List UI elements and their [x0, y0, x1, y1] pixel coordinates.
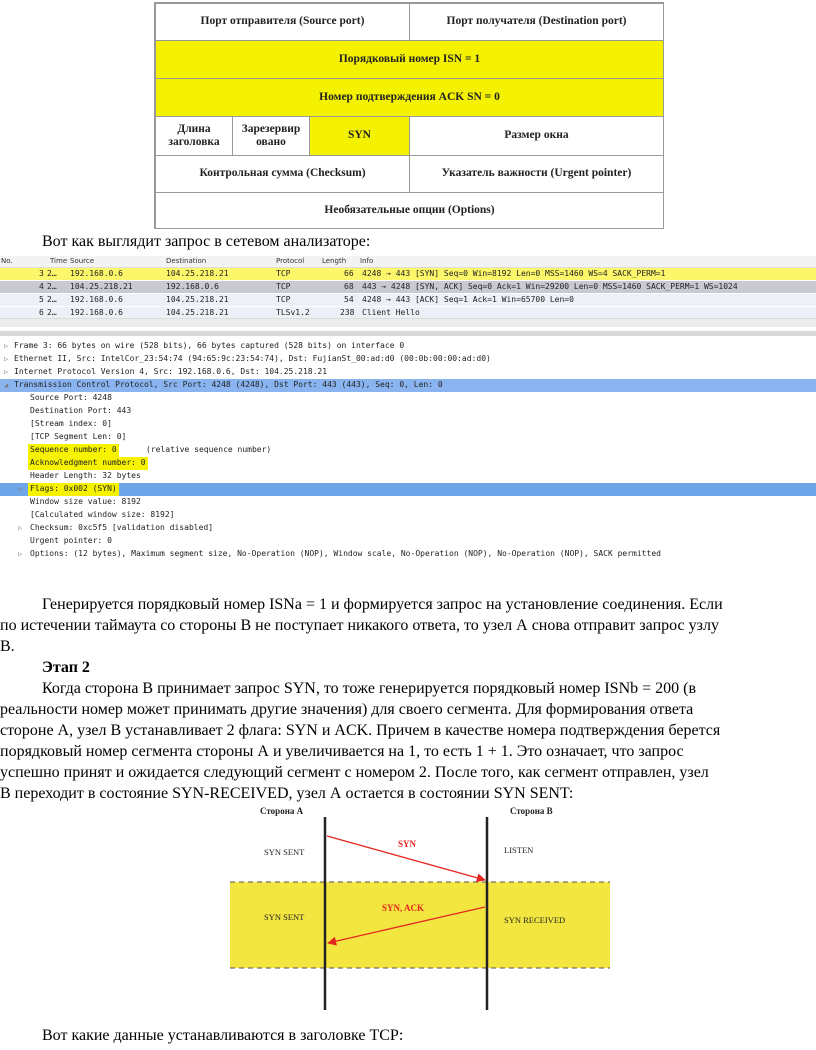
tree-label: Destination Port: 443 — [30, 406, 132, 415]
packet-length: 238 — [340, 308, 355, 317]
tree-label: [Stream index: 0] — [30, 419, 112, 428]
tree-note: (relative sequence number) — [146, 445, 272, 454]
tree-ack-number[interactable] — [0, 457, 816, 470]
paragraph-line: порядковый номер сегмента стороны А и увеличивается на 1, то есть 1 + 1. Это означает, что запрос — [0, 743, 684, 760]
packet-length: 68 — [344, 282, 354, 291]
packet-length: 66 — [344, 269, 354, 278]
col-destination[interactable]: Destination — [166, 257, 207, 265]
packet-time: 2… — [47, 282, 57, 291]
tree-label: Sequence number: 0 — [28, 444, 119, 457]
packet-row[interactable] — [0, 294, 816, 306]
tree-label: Frame 3: 66 bytes on wire (528 bits), 66 bytes captured (528 bits) on interface 0 — [14, 341, 405, 350]
tree-label: Window size value: 8192 — [30, 497, 141, 506]
packet-destination: 104.25.218.21 — [166, 295, 229, 304]
packet-destination: 104.25.218.21 — [166, 269, 229, 278]
tree-label: Transmission Control Protocol, Src Port: 4248 (4248), Dst Port: 443 (443), Seq: 0, Len: 0 — [14, 380, 443, 389]
tree-label: Source Port: 4248 — [30, 393, 112, 402]
packet-destination: 192.168.0.6 — [166, 282, 219, 291]
tree-label: Header Length: 32 bytes — [30, 471, 141, 480]
tree-label: Acknowledgment number: 0 — [28, 457, 148, 470]
packet-source: 192.168.0.6 — [70, 295, 123, 304]
paragraph-line: Когда сторона В принимает запрос SYN, то тоже генерируется порядковый номер ISNb = 200 (в — [42, 680, 697, 697]
expand-arrow-icon[interactable]: ▷ — [18, 524, 23, 532]
tree-window-size[interactable] — [0, 496, 816, 509]
packet-no: 3 — [39, 269, 44, 278]
side-b-label: Сторона В — [510, 806, 553, 816]
tree-header-length[interactable] — [0, 470, 816, 483]
state-a1: SYN SENT — [264, 847, 305, 857]
packet-info: 4248 → 443 [ACK] Seq=1 Ack=1 Win=65700 Len=0 — [362, 295, 574, 304]
expand-arrow-icon[interactable]: ▷ — [4, 342, 9, 350]
caption-analyzer: Вот как выглядит запрос в сетевом анализаторе: — [42, 233, 371, 250]
col-length[interactable]: Length — [322, 257, 347, 265]
tree-flags[interactable] — [0, 483, 816, 496]
expand-arrow-icon[interactable]: ▷ — [18, 485, 23, 493]
tree-ethernet[interactable] — [0, 353, 816, 366]
packet-row[interactable] — [0, 281, 816, 293]
checksum-cell: Контрольная сумма (Checksum) — [155, 155, 410, 193]
urgent-pointer-cell: Указатель важности (Urgent pointer) — [409, 155, 664, 193]
packet-no: 5 — [39, 295, 44, 304]
tree-tcp[interactable] — [0, 379, 816, 392]
packet-time: 2… — [47, 308, 57, 317]
packet-protocol: TLSv1.2 — [276, 308, 310, 317]
tree-options[interactable] — [0, 548, 816, 561]
paragraph-line: по истечении таймаута со стороны В не поступает никакого ответа, то узел А снова отправит запрос узлу — [0, 617, 719, 634]
state-b2: SYN RECEIVED — [504, 915, 566, 925]
source-port-cell: Порт отправителя (Source port) — [155, 3, 410, 41]
packet-time: 2… — [47, 295, 57, 304]
expand-arrow-icon[interactable]: ▷ — [4, 368, 9, 376]
side-a-label: Сторона А — [260, 806, 304, 816]
pane-divider[interactable] — [0, 331, 816, 336]
tree-urgent[interactable] — [0, 535, 816, 548]
tree-label: Internet Protocol Version 4, Src: 192.168.0.6, Dst: 104.25.218.21 — [14, 367, 328, 376]
syn-ack-label: SYN, ACK — [382, 903, 425, 913]
tree-label: Flags: 0x002 (SYN) — [28, 483, 119, 496]
tree-stream-index[interactable] — [0, 418, 816, 431]
packet-protocol: TCP — [276, 269, 291, 278]
paragraph-line: Генерируется порядковый номер ISNa = 1 и формируется запрос на установление соединения. Если — [42, 596, 723, 613]
col-protocol[interactable]: Protocol — [276, 257, 305, 265]
packet-info: 443 → 4248 [SYN, ACK] Seq=0 Ack=1 Win=29200 Len=0 MSS=1460 SACK_PERM=1 WS=1024 — [362, 282, 738, 291]
paragraph-line: реальности номер может принимать другие значения) для своего сегмента. Для формирования ответа — [0, 701, 694, 718]
caption-tcp-header: Вот какие данные устанавливаются в заголовке TCP: — [42, 1027, 404, 1044]
expand-arrow-icon[interactable]: ▷ — [18, 550, 23, 558]
tree-ip[interactable] — [0, 366, 816, 379]
tree-segment-len[interactable] — [0, 431, 816, 444]
packet-info: Client Hello — [362, 308, 420, 317]
col-source[interactable]: Source — [70, 257, 95, 265]
highlight-band — [230, 882, 610, 968]
tree-checksum[interactable] — [0, 522, 816, 535]
packet-no: 4 — [39, 282, 44, 291]
paragraph-line: В переходит в состояние SYN-RECEIVED, узел А остается в состоянии SYN SENT: — [0, 785, 574, 802]
packet-source: 104.25.218.21 — [70, 282, 133, 291]
packet-no: 6 — [39, 308, 44, 317]
col-no[interactable]: No. — [1, 257, 13, 265]
tree-frame[interactable] — [0, 340, 816, 353]
state-a2: SYN SENT — [264, 912, 305, 922]
packet-list-header — [0, 256, 816, 268]
header-length-cell: Длина заголовка — [155, 116, 233, 156]
packet-time: 2… — [47, 269, 57, 278]
tree-label: [TCP Segment Len: 0] — [30, 432, 127, 441]
tcp-header-table — [154, 2, 664, 229]
state-b1: LISTEN — [504, 845, 534, 855]
tree-seq-number[interactable] — [0, 444, 816, 457]
tree-label: [Calculated window size: 8192] — [30, 510, 175, 519]
dest-port-cell: Порт получателя (Destination port) — [409, 3, 664, 41]
tree-label: Checksum: 0xc5f5 [validation disabled] — [30, 523, 214, 532]
ack-number-cell: Номер подтверждения ACK SN = 0 — [155, 78, 664, 117]
tree-dest-port[interactable] — [0, 405, 816, 418]
packet-info: 4248 → 443 [SYN] Seq=0 Win=8192 Len=0 MSS=1460 WS=4 SACK_PERM=1 — [362, 269, 666, 278]
paragraph-line: В. — [0, 638, 15, 655]
col-time[interactable]: Time — [50, 257, 68, 265]
packet-row[interactable] — [0, 268, 816, 280]
syn-label: SYN — [398, 839, 417, 849]
tree-label: Options: (12 bytes), Maximum segment size, No-Operation (NOP), Window scale, No-Operation (NOP), No-Operation (NOP), SACK permitted — [30, 549, 661, 558]
syn-cell: SYN — [309, 116, 410, 156]
packet-source: 192.168.0.6 — [70, 269, 123, 278]
tree-source-port[interactable] — [0, 392, 816, 405]
expand-arrow-icon[interactable]: ▷ — [4, 355, 9, 363]
seq-number-cell: Порядковый номер ISN = 1 — [155, 40, 664, 79]
packet-protocol: TCP — [276, 295, 291, 304]
stage-heading: Этап 2 — [42, 659, 90, 676]
handshake-diagram — [230, 803, 610, 1010]
col-info[interactable]: Info — [360, 257, 374, 265]
wireshark-screenshot — [0, 256, 816, 566]
packet-protocol: TCP — [276, 282, 291, 291]
packet-length: 54 — [344, 295, 354, 304]
tree-calc-window[interactable] — [0, 509, 816, 522]
options-cell: Необязательные опции (Options) — [155, 192, 664, 229]
reserved-cell: Зарезервировано — [232, 116, 310, 156]
paragraph-line: успешно принят и ожидается следующий сегмент с номером 2. После того, как сегмент отправлен, узел — [0, 764, 709, 781]
packet-destination: 104.25.218.21 — [166, 308, 229, 317]
tree-label: Urgent pointer: 0 — [30, 536, 112, 545]
horizontal-scrollbar[interactable] — [0, 318, 816, 327]
tree-label: Ethernet II, Src: IntelCor_23:54:74 (94:65:9c:23:54:74), Dst: FujianSt_00:ad:d0 (00:0b:00:00:ad:d0) — [14, 354, 491, 363]
collapse-arrow-icon[interactable]: ◢ — [4, 381, 9, 389]
window-size-cell: Размер окна — [409, 116, 664, 156]
paragraph-line: стороне А, узел В устанавливает 2 флага: SYN и ACK. Причем в качестве номера подтверждения берется — [0, 722, 721, 739]
packet-source: 192.168.0.6 — [70, 308, 123, 317]
